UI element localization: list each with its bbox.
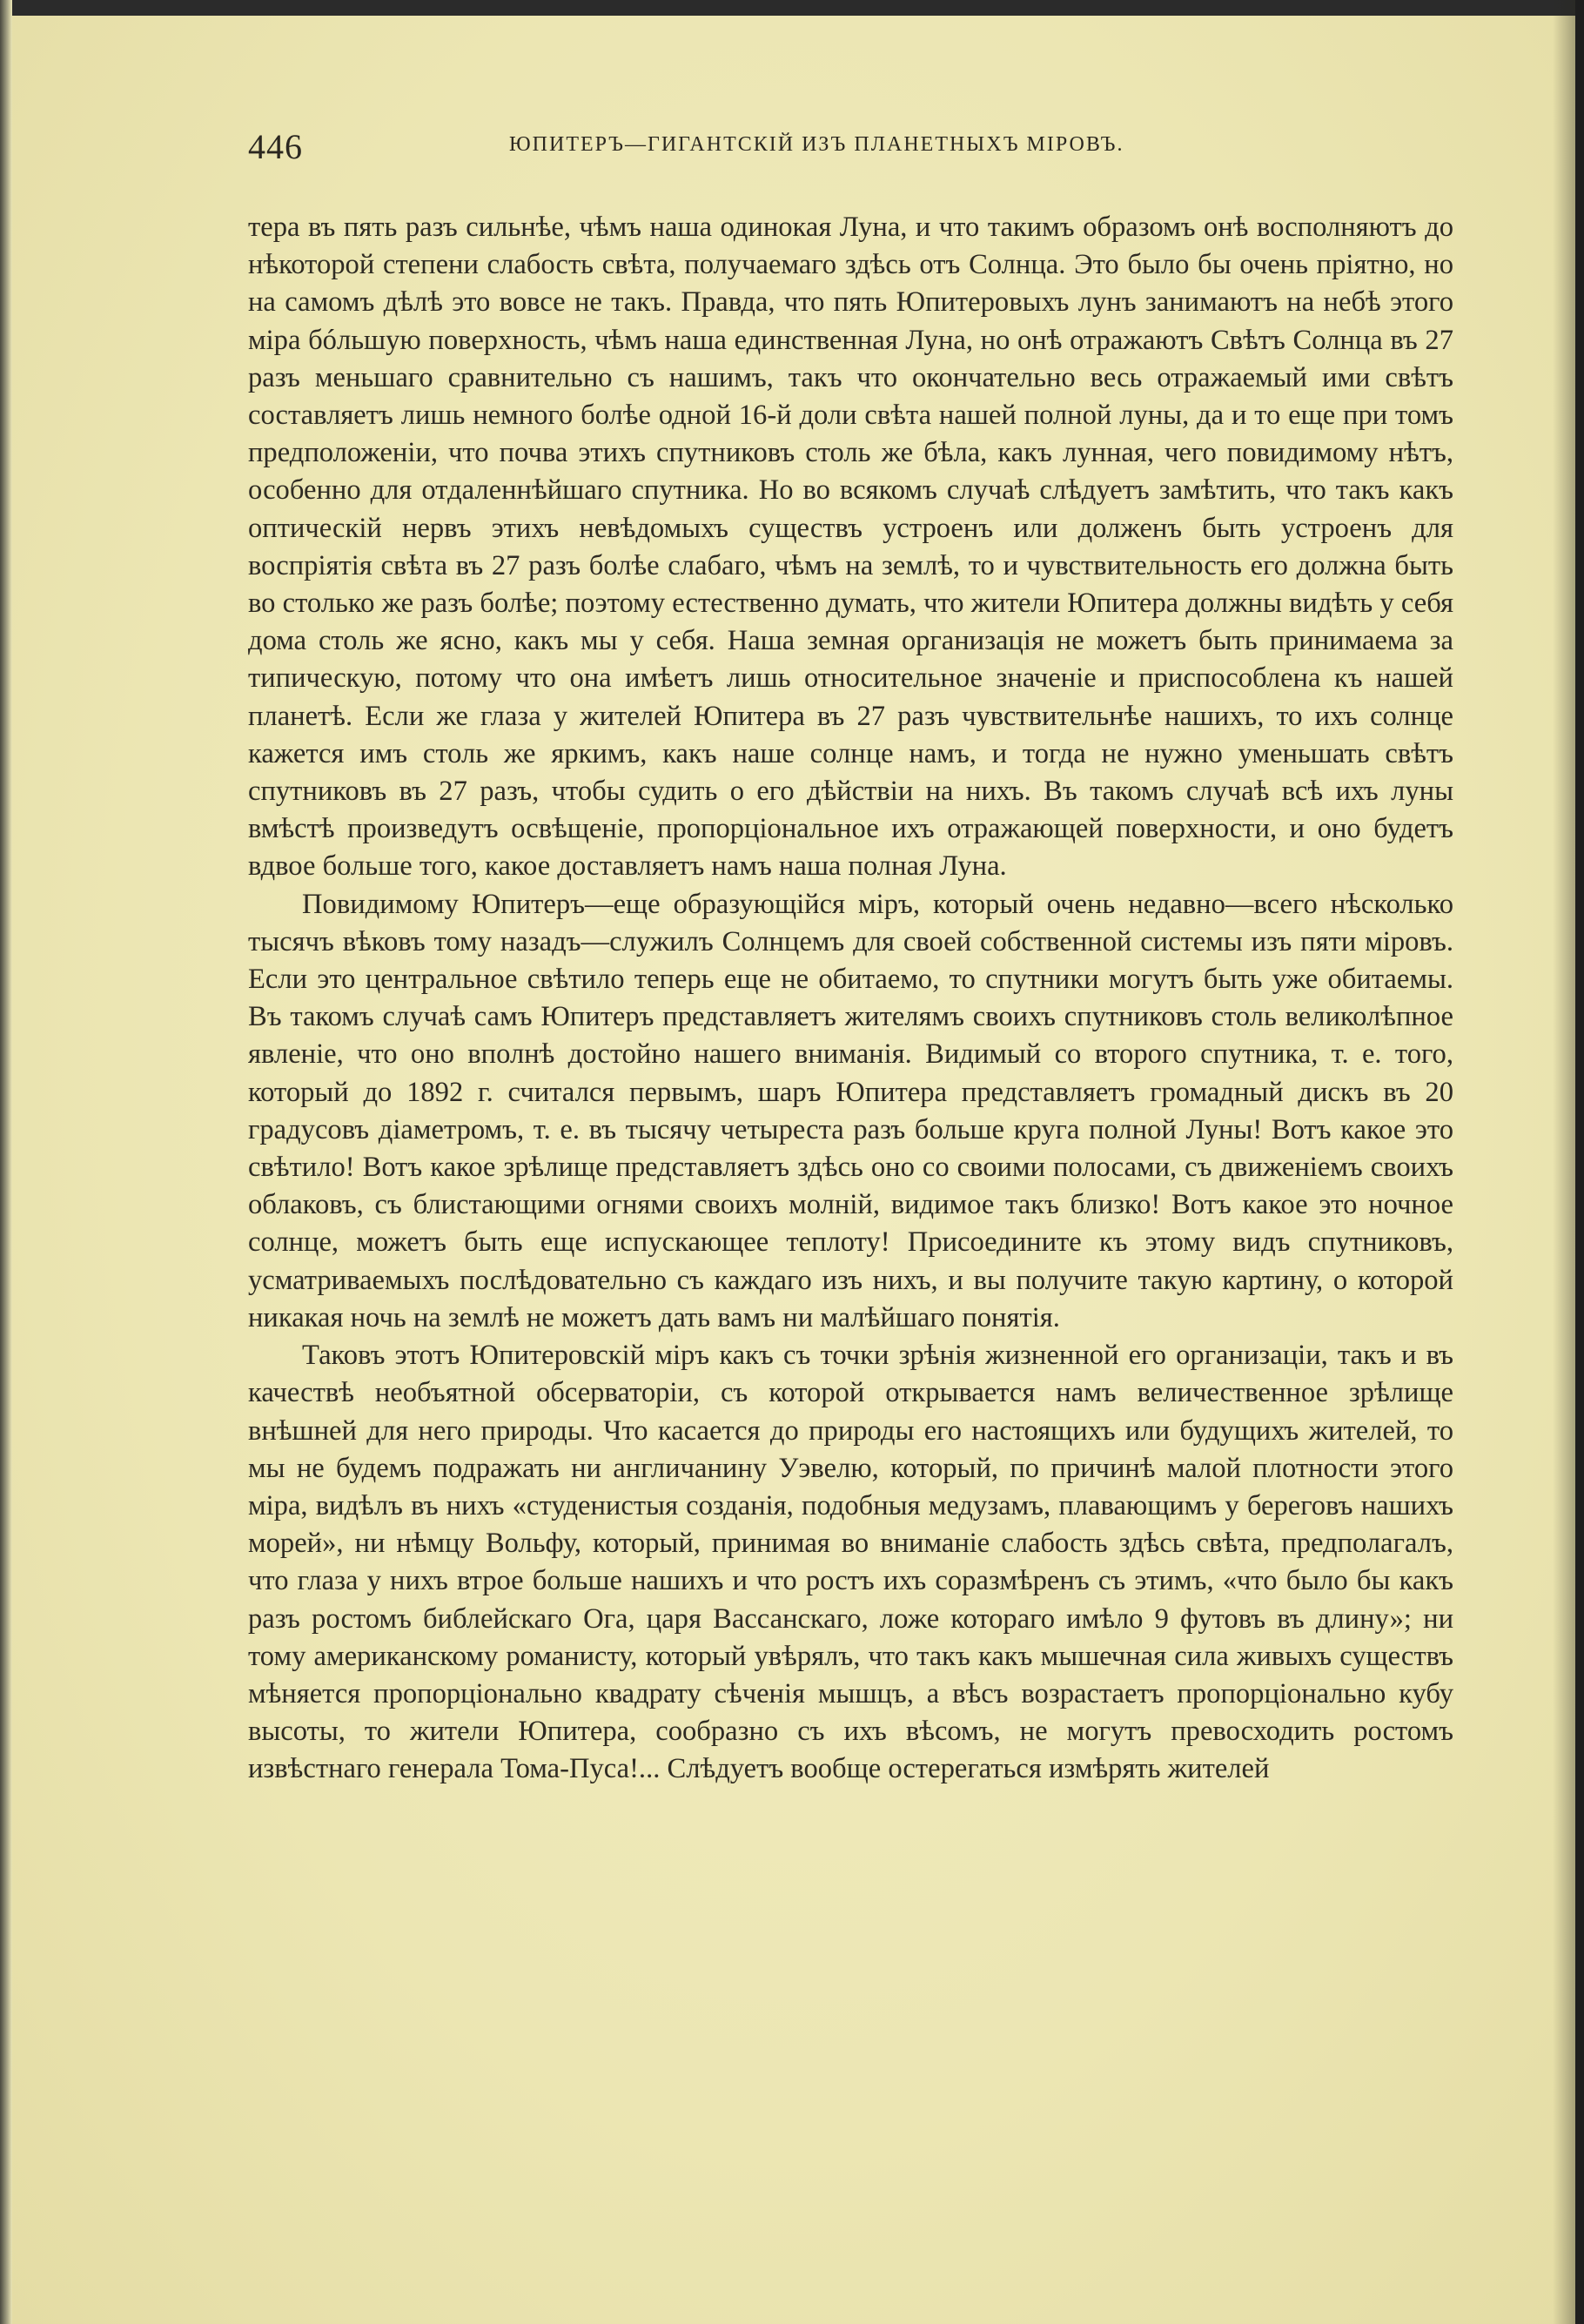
page-number: 446 <box>248 127 303 166</box>
body-text <box>248 209 1453 1789</box>
page-header <box>248 126 1458 178</box>
paragraph-continued: тера въ пять разъ сильнѣе, чѣмъ наша одинокая Луна, и что такимъ образомъ онѣ восполняютъ до нѣкоторой степени слабость свѣта, получаемаго здѣсь отъ Солнца. Это было бы очень пріятно, но на самомъ дѣлѣ это вовсе не такъ. Правда, что пять Юпитеровыхъ лунъ занимаютъ на небѣ этого міра бóльшую поверхность, чѣмъ наша единственная Луна, но онѣ отражаютъ Свѣтъ Солнца въ 27 разъ меньшаго сравнительно съ нашимъ, такъ что окончательно весь отражаемый ими свѣтъ составляетъ лишь немного болѣе одной 16-й доли свѣта нашей полной луны, да и то еще при томъ предположеніи, что почва этихъ спутниковъ столь же бѣла, какъ лунная, чего повидимому нѣтъ, особенно для отдаленнѣйшаго спутника. Но во всякомъ случаѣ слѣдуетъ замѣтить, что такъ какъ оптическій нервъ этихъ невѣдомыхъ существъ устроенъ или долженъ быть устроенъ для воспріятія свѣта въ 27 разъ болѣе слабаго, чѣмъ на землѣ, то и чувствительность его должна быть во столько же разъ болѣе; поэтому естественно думать, что жители Юпитера должны видѣть у себя дома столь же ясно, какъ мы у себя. Наша земная организація не можетъ быть принимаема за типическую, потому что она имѣетъ лишь относительное значеніе и приспособлена къ нашей планетѣ. Если же глаза у жителей Юпитера въ 27 разъ чувствительнѣе нашихъ, то ихъ солнце кажется имъ столь же яркимъ, какъ наше солнце намъ, и тогда не нужно уменьшать свѣтъ спутниковъ въ 27 разъ, чтобы судить о его дѣйствіи на нихъ. Въ такомъ случаѣ всѣ ихъ луны вмѣстѣ произведутъ освѣщеніе, пропорціональное ихъ отражающей поверхности, и оно будетъ вдвое больше того, какое доставляетъ намъ наша полная Луна. <box>248 212 1453 883</box>
scan-left-edge <box>0 0 12 2324</box>
running-title: ЮПИТЕРЪ—ГИГАНТСКІЙ ИЗЪ ПЛАНЕТНЫХЪ МІРОВЪ. <box>509 133 1124 156</box>
page-gutter-shadow <box>1553 0 1575 2324</box>
paragraph: Повидимому Юпитеръ—еще образующійся міръ, который очень недавно—всего нѣсколько тысячъ вѣковъ тому назадъ—служилъ Солнцемъ для своей собственной системы изъ пяти міровъ. Если это центральное свѣтило теперь еще не обитаемо, то спутники могутъ быть уже обитаемы. Въ такомъ случаѣ самъ Юпитеръ представляетъ жителямъ своихъ спутниковъ столь великолѣпное явленіе, что оно вполнѣ достойно нашего вниманія. Видимый со второго спутника, т. е. того, который до 1892 г. считался первымъ, шаръ Юпитера представляетъ громадный дискъ въ 20 градусовъ діаметромъ, т. е. въ тысячу четыреста разъ больше круга полной Луны! Вотъ какое это свѣтило! Вотъ какое зрѣлище представляетъ здѣсь оно со своими полосами, съ движеніемъ своихъ облаковъ, съ блистающими огнями своихъ молній, видимое такъ близко! Вотъ какое это ночное солнце, можетъ быть еще испускающее теплоту! Присоедините къ этому видъ спутниковъ, усматриваемыхъ послѣдовательно съ каждаго изъ нихъ, и вы получите такую картину, о которой никакая ночь на землѣ не можетъ дать вамъ ни малѣйшаго понятія. <box>248 888 1453 1333</box>
scan-top-border <box>0 0 1584 16</box>
scan-right-border <box>1575 0 1584 2324</box>
paragraph: Таковъ этотъ Юпитеровскій міръ какъ съ точки зрѣнія жизненной его организаціи, такъ и въ качествѣ необъятной обсерваторіи, съ которой открывается намъ величественное зрѣлище внѣшней для него природы. Что касается до природы его настоящихъ или будущихъ жителей, то мы не будемъ подражать ни англичанину Уэвелю, который, по причинѣ малой плотности этого міра, видѣлъ въ нихъ «студенистыя созданія, подобныя медузамъ, плавающимъ у береговъ нашихъ морей», ни нѣмцу Вольфу, который, принимая во вниманіе слабость здѣсь свѣта, предполагалъ, что глаза у нихъ втрое больше нашихъ и что ростъ ихъ соразмѣренъ съ этимъ, «что было бы какъ разъ ростомъ библейскаго Ога, царя Вассанскаго, ложе котораго имѣло 9 футовъ въ длину»; ни тому американскому романисту, который увѣрялъ, что такъ какъ мышечная сила живыхъ существъ мѣняется пропорціонально квадрату сѣченія мышцъ, а вѣсъ возрастаетъ пропорціонально кубу высоты, то жители Юпитера, сообразно съ ихъ вѣсомъ, не могутъ превосходить ростомъ извѣстнаго генерала Тома-Пуса!... Слѣдуетъ вообще остерегаться измѣрять жителей <box>248 1340 1453 1785</box>
